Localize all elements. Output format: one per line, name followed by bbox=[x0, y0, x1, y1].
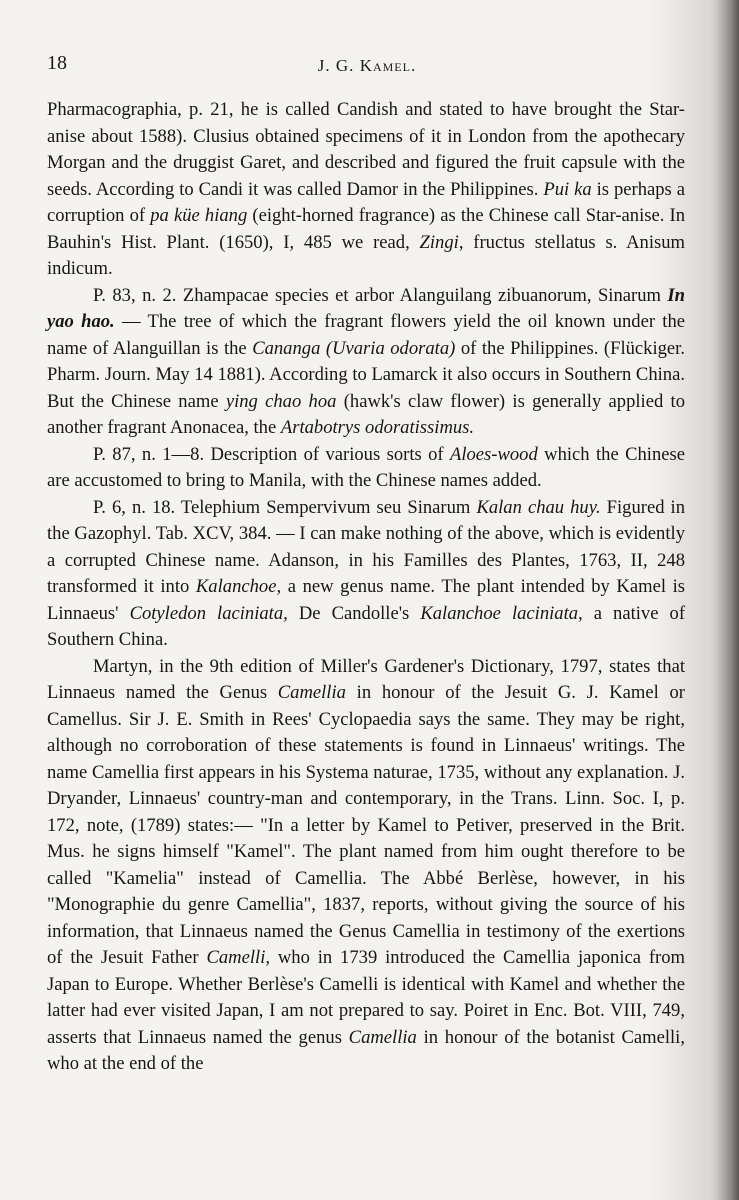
text-run: (hawk's claw flower) is generally applied to another fragrant Anonacea, the bbox=[47, 390, 685, 438]
text-run: of the Philippines. (Flückiger. Pharm. Journ. May 14 1881). According to Lamarck it also occurs in Southern China. But the Chinese name bbox=[47, 337, 685, 412]
paragraph bbox=[47, 442, 685, 495]
emphasized-text: Cotyledon laciniata, bbox=[129, 602, 288, 624]
emphasized-text: Camellia bbox=[348, 1026, 417, 1048]
text-run: is perhaps a corruption of bbox=[47, 178, 685, 226]
running-head bbox=[47, 56, 687, 76]
emphasized-text: Kalanchoe laciniata, bbox=[420, 602, 583, 624]
page-header bbox=[47, 52, 687, 82]
text-run: Martyn, in the 9th edition of Miller's Gardener's Dictionary, 1797, states that Linnaeus named the Genus bbox=[47, 655, 685, 703]
text-run: in honour of the Jesuit G. J. Kamel or Camellus. Sir J. E. Smith in Rees' Cyclopaedia says the same. They may be right, although no corroboration of these statements is found in Linnaeus' writings. The name Camellia first appears in his Systema naturae, 1735, without any explanation. J. Dryander, Linnaeus' country-man and contemporary, in the Trans. Linn. Soc. I, p. 172, note, (1789) states:— "In a letter by Kamel to Petiver, preserved in the Brit. Mus. he signs himself "Kamel". The plant named from him ought therefore to be called "Kamelia" instead of Camellia. The Abbé Berlèse, however, in his "Monographie du genre Camellia", 1837, reports, without giving the source of his information, that Linnaeus named the Genus Camellia in testimony of the exertions of the Jesuit Father bbox=[47, 682, 685, 968]
emphasized-text: Kalan chau huy. bbox=[476, 496, 601, 518]
text-run: a new genus name. The plant intended by Kamel is Linnaeus' bbox=[47, 576, 685, 624]
paragraph bbox=[47, 283, 685, 442]
text-run: P. 87, n. 1—8. Description of various sorts of bbox=[93, 443, 450, 465]
text-run: P. 83, n. 2. Zhampacae species et arbor Alanguilang zibuanorum, Sinarum bbox=[93, 284, 668, 306]
text-run: , fructus stellatus s. Anisum indicum. bbox=[47, 231, 685, 279]
emphasized-text: pa küe hiang bbox=[150, 205, 248, 226]
paragraph bbox=[47, 495, 685, 654]
emphasized-text: Cananga (Uvaria odorata) bbox=[252, 337, 456, 359]
emphasized-text: Pui ka bbox=[543, 178, 592, 200]
running-head-name: Kamel. bbox=[359, 56, 417, 75]
emphasized-text: ying chao hoa bbox=[225, 390, 337, 412]
text-run: (eight-horned fragrance) as the Chinese call Star-anise. In Bauhin's Hist. Plant. (1650), I, 485 we read, bbox=[47, 205, 686, 253]
page-number: 18 bbox=[47, 52, 67, 74]
text-run: which the Chinese are accustomed to bring to Manila, with the Chinese names added. bbox=[47, 443, 685, 491]
text-run: who in 1739 introduced the Camellia japonica from Japan to Europe. Whether Berlèse's Camelli is identical with Kamel and whether the latter had ever visited Japan, I am not prepared to say. Poiret in Enc. Bot. VIII, 749, asserts that Linnaeus named the genus bbox=[47, 947, 685, 1048]
text-run: P. 6, n. 18. Telephium Sempervivum seu Sinarum bbox=[93, 496, 477, 518]
text-run: in honour of the botanist Camelli, who at the end of the bbox=[47, 1026, 685, 1074]
emphasized-text: Camelli, bbox=[206, 947, 271, 968]
emphasized-text: Aloes-wood bbox=[449, 443, 538, 465]
page-gutter-shadow bbox=[717, 0, 739, 1200]
emphasized-text: Kalanchoe, bbox=[195, 576, 282, 597]
emphasized-text: Camellia bbox=[277, 682, 346, 703]
text-run: Figured in the Gazophyl. Tab. XCV, 384. — I can make nothing of the above, which is evidently a corrupted Chinese name. Adanson, in his Familles des Plantes, 1763, II, 248 transformed it into bbox=[47, 496, 686, 597]
text-run: — The tree of which the fragrant flowers yield the oil known under the name of Alanguillan is the bbox=[47, 311, 685, 359]
running-head-initials: J. G. bbox=[317, 56, 360, 75]
text-run: a native of Southern China. bbox=[47, 602, 686, 650]
text-run: Pharmacographia, p. 21, he is called Candish and stated to have brought the Star-anise about 1588). Clusius obtained specimens of it in London from the apothecary Morgan and the druggist Garet, and described and figured the fruit capsule with the seeds. According to Candi it was called Damor in the Philippines. bbox=[47, 99, 685, 200]
emphasized-text: Zingi bbox=[419, 231, 459, 253]
paragraph bbox=[47, 97, 685, 283]
emphasized-text: In yao hao. bbox=[47, 284, 685, 332]
body-text bbox=[47, 97, 685, 1078]
text-run: De Candolle's bbox=[287, 602, 421, 624]
emphasized-text: Artabotrys odoratissimus. bbox=[280, 417, 475, 438]
paragraph bbox=[47, 654, 685, 1078]
